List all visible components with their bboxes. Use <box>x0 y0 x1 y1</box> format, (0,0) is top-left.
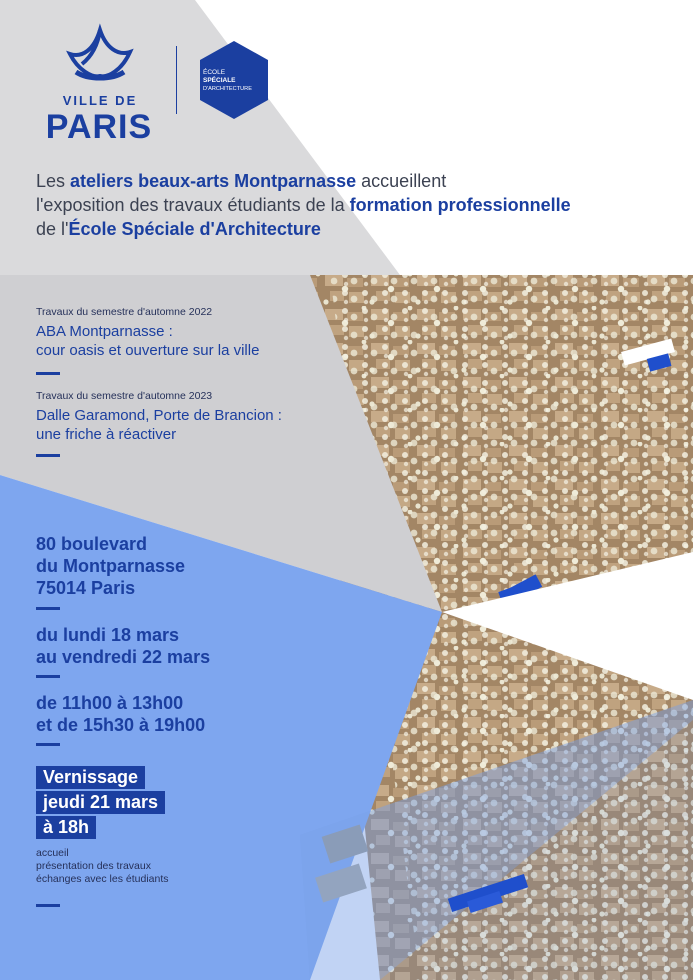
vernissage-line3: à 18h <box>36 816 96 839</box>
hours-line1: de 11h00 à 13h00 <box>36 693 184 713</box>
work-block-1 <box>36 305 336 360</box>
program-item: échanges avec les étudiants <box>36 873 169 885</box>
esa-logo-line2: SPÉCIALE <box>203 77 236 84</box>
work-title-line2: une friche à réactiver <box>36 426 177 443</box>
work-title-line2: cour oasis et ouverture sur la ville <box>36 342 260 359</box>
divider-dash <box>36 454 60 457</box>
divider-dash <box>36 675 60 678</box>
program-item: accueil <box>36 847 69 859</box>
paris-ship-icon <box>62 22 136 88</box>
divider-dash <box>36 607 60 610</box>
work-title-line1: Dalle Garamond, Porte de Brancion : <box>36 407 282 424</box>
work-semester: Travaux du semestre d'automne 2022 <box>36 306 213 318</box>
esa-logo <box>196 39 272 121</box>
address-line2: du Montparnasse <box>36 556 186 576</box>
work-title-line1: ABA Montparnasse : <box>36 323 173 340</box>
divider-dash <box>36 743 60 746</box>
intro-line-2: l'exposition des travaux étudiants de la formation professionnelle <box>36 195 571 215</box>
paris-logo-line2: PARIS <box>45 108 153 146</box>
address-line3: 75014 Paris <box>36 578 136 598</box>
dates-line1: du lundi 18 mars <box>36 625 180 645</box>
ville-de-paris-logo <box>36 22 162 146</box>
program-list <box>36 847 169 886</box>
dates-block <box>36 624 210 668</box>
vernissage-line1: Vernissage <box>36 766 145 789</box>
vernissage-line2: jeudi 21 mars <box>36 791 165 814</box>
work-semester: Travaux du semestre d'automne 2023 <box>36 390 213 402</box>
divider-dash <box>36 904 60 907</box>
esa-logo-line1: ÉCOLE <box>203 69 226 76</box>
intro-line-1: Les ateliers beaux-arts Montparnasse accueillent <box>36 171 447 191</box>
paris-logo-line1: VILLE DE <box>62 93 138 108</box>
logo-separator <box>176 46 177 114</box>
intro-line-3: de l'École Spéciale d'Architecture <box>36 219 321 239</box>
dates-line2: au vendredi 22 mars <box>36 647 211 667</box>
vernissage-block <box>36 766 236 841</box>
intro-text <box>36 169 676 241</box>
work-block-2 <box>36 389 336 444</box>
program-item: présentation des travaux <box>36 860 151 872</box>
hours-line2: et de 15h30 à 19h00 <box>36 715 206 735</box>
hours-block <box>36 692 205 736</box>
divider-dash <box>36 372 60 375</box>
address-block <box>36 533 185 599</box>
esa-logo-line3: D'ARCHITECTURE <box>203 86 252 92</box>
address-line1: 80 boulevard <box>36 534 148 554</box>
